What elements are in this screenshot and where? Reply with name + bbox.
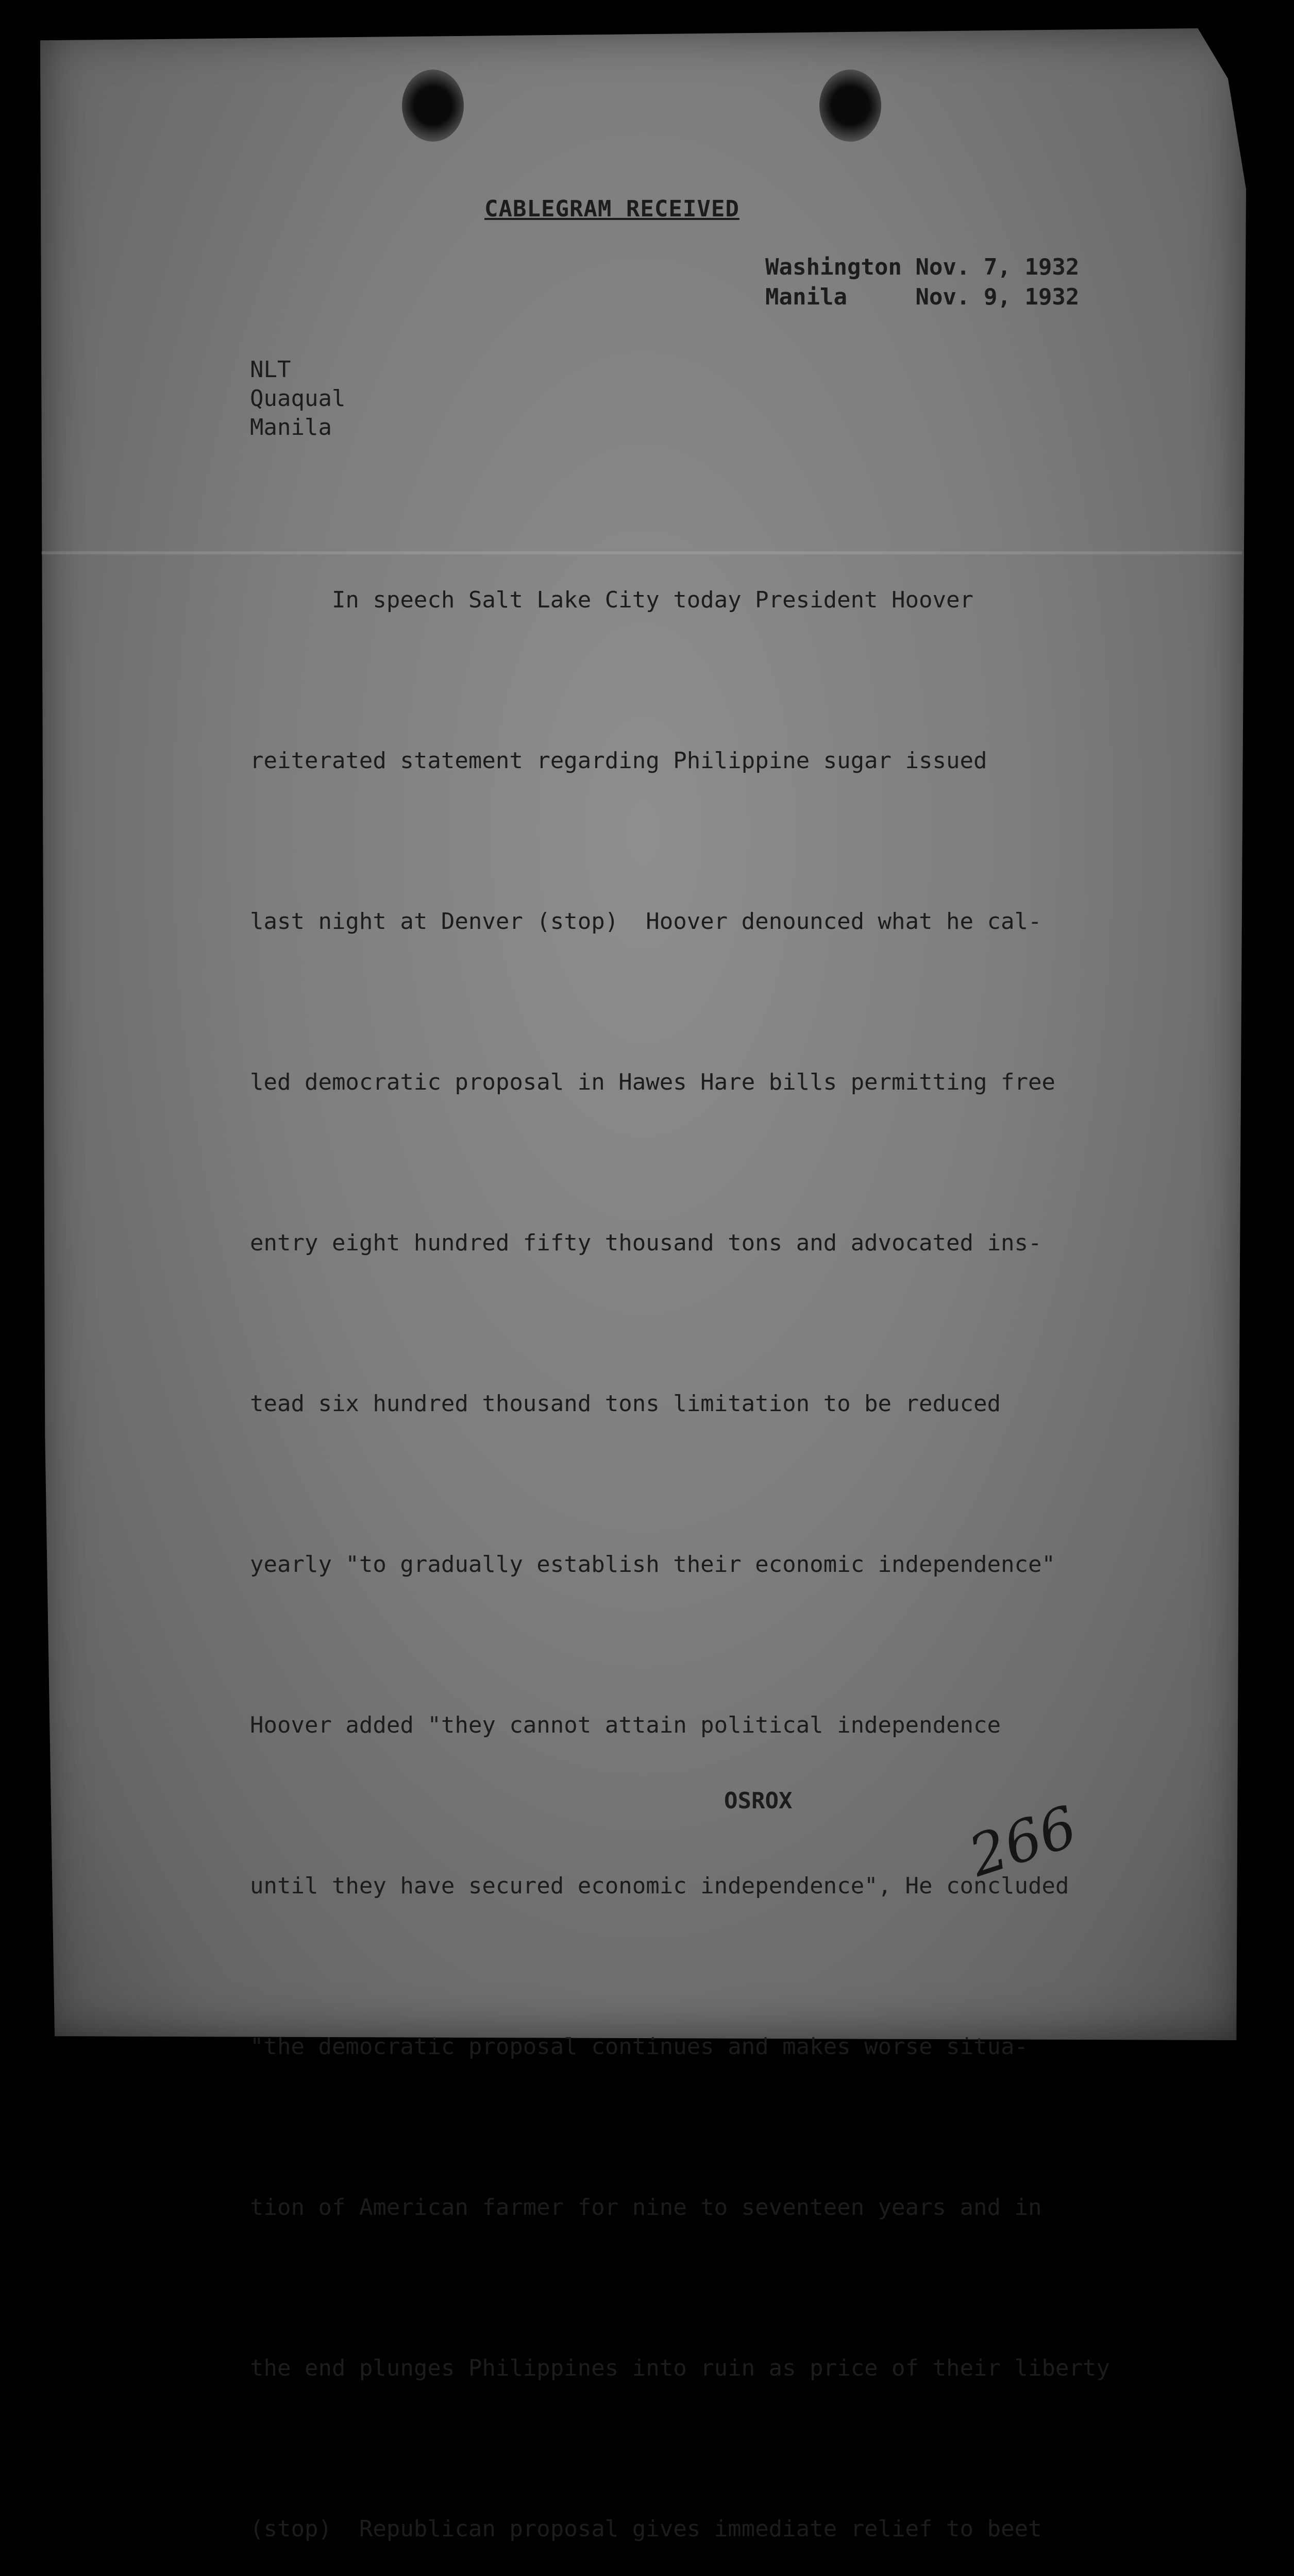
body-line: reiterated statement regarding Philippine sugar issued <box>250 748 987 774</box>
dateline-date: Nov. 7, 1932 <box>915 254 1080 280</box>
body-line: In speech Salt Lake City today President Hoover <box>250 587 973 613</box>
address-line: Quaqual <box>250 385 346 412</box>
body-line: Hoover added "they cannot attain political independence <box>250 1712 1001 1738</box>
body-line: (stop) Republican proposal gives immediate relief to beet <box>250 2516 1042 2542</box>
dateline-place: Manila <box>765 284 847 310</box>
handwritten-page-number: 266 <box>961 1793 1085 1890</box>
dateline-row-sent <box>765 252 1079 282</box>
body-line: the end plunges Philippines into ruin as price of their liberty <box>250 2355 1110 2381</box>
body-line: tion of American farmer for nine to seventeen years and in <box>250 2194 1042 2221</box>
signature-code: OSROX <box>724 1788 793 1814</box>
address-line: Manila <box>250 414 332 440</box>
dateline-date: Nov. 9, 1932 <box>915 284 1080 310</box>
body-line: until they have secured economic independence", He concluded <box>250 1873 1069 1899</box>
document-heading: CABLEGRAM RECEIVED <box>484 196 740 222</box>
body-line: last night at Denver (stop) Hoover denounced what he cal- <box>250 908 1042 935</box>
body-line: led democratic proposal in Hawes Hare bills permitting free <box>250 1069 1055 1095</box>
dateline <box>765 252 1079 312</box>
body-line: yearly "to gradually establish their economic independence" <box>250 1551 1055 1578</box>
dateline-place: Washington <box>765 254 902 280</box>
dateline-row-received <box>765 282 1079 312</box>
body-line: tead six hundred thousand tons limitation to be reduced <box>250 1391 1001 1417</box>
address-line: NLT <box>250 357 291 383</box>
message-body <box>250 466 1229 2576</box>
body-line: "the democratic proposal continues and makes worse situa- <box>250 2033 1028 2060</box>
body-line: entry eight hundred fifty thousand tons and advocated ins- <box>250 1230 1042 1256</box>
address-block <box>250 355 345 442</box>
